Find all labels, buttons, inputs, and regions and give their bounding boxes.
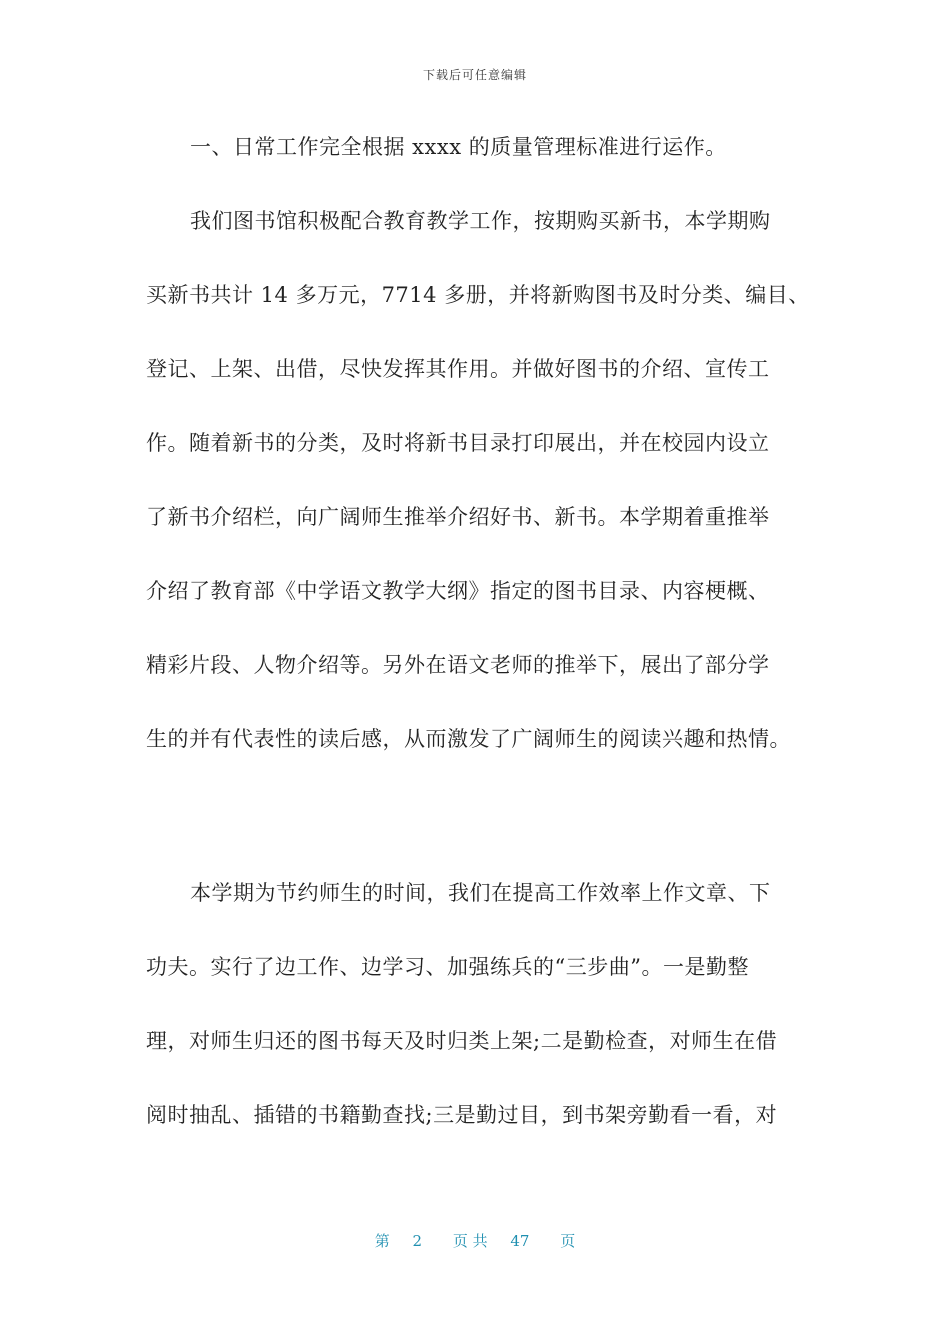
footer-di: 第 [374, 1232, 390, 1250]
page-footer [0, 1230, 950, 1251]
body-line-13: 阅时抽乱、插错的书籍勤查找;三是勤过目，到书架旁勤看一看，对 [146, 1103, 778, 1127]
footer-page-number: 2 [412, 1232, 423, 1250]
body-line-5: 作。随着新书的分类，及时将新书目录打印展出，并在校园内设立 [146, 431, 770, 455]
footer-ye-gong: 页 共 [452, 1232, 488, 1250]
body-line-7: 介绍了教育部《中学语文教学大纲》指定的图书目录、内容梗概、 [146, 579, 770, 603]
page-header: 下载后可任意编辑 [422, 68, 527, 82]
body-line-9: 生的并有代表性的读后感，从而激发了广阔师生的阅读兴趣和热情。 [146, 727, 791, 751]
body-line-1: 一、日常工作完全根据 xxxx 的质量管理标准进行运作。 [190, 135, 727, 159]
body-line-12: 理，对师生归还的图书每天及时归类上架;二是勤检查，对师生在借 [146, 1029, 778, 1053]
body-line-10: 本学期为节约师生的时间，我们在提高工作效率上作文章、下 [190, 881, 771, 905]
body-line-8: 精彩片段、人物介绍等。另外在语文老师的推举下，展出了部分学 [146, 653, 770, 677]
footer-total-pages: 47 [510, 1232, 530, 1250]
body-line-2: 我们图书馆积极配合教育教学工作，按期购买新书，本学期购 [190, 209, 771, 233]
body-line-11: 功夫。实行了边工作、边学习、加强练兵的“三步曲”。一是勤整 [146, 955, 749, 979]
body-line-3: 买新书共计 14 多万元，7714 多册，并将新购图书及时分类、编目、 [146, 283, 810, 307]
body-line-6: 了新书介绍栏，向广阔师生推举介绍好书、新书。本学期着重推举 [146, 505, 770, 529]
body-line-4: 登记、上架、出借，尽快发挥其作用。并做好图书的介绍、宣传工 [146, 357, 770, 381]
footer-ye: 页 [560, 1232, 576, 1250]
